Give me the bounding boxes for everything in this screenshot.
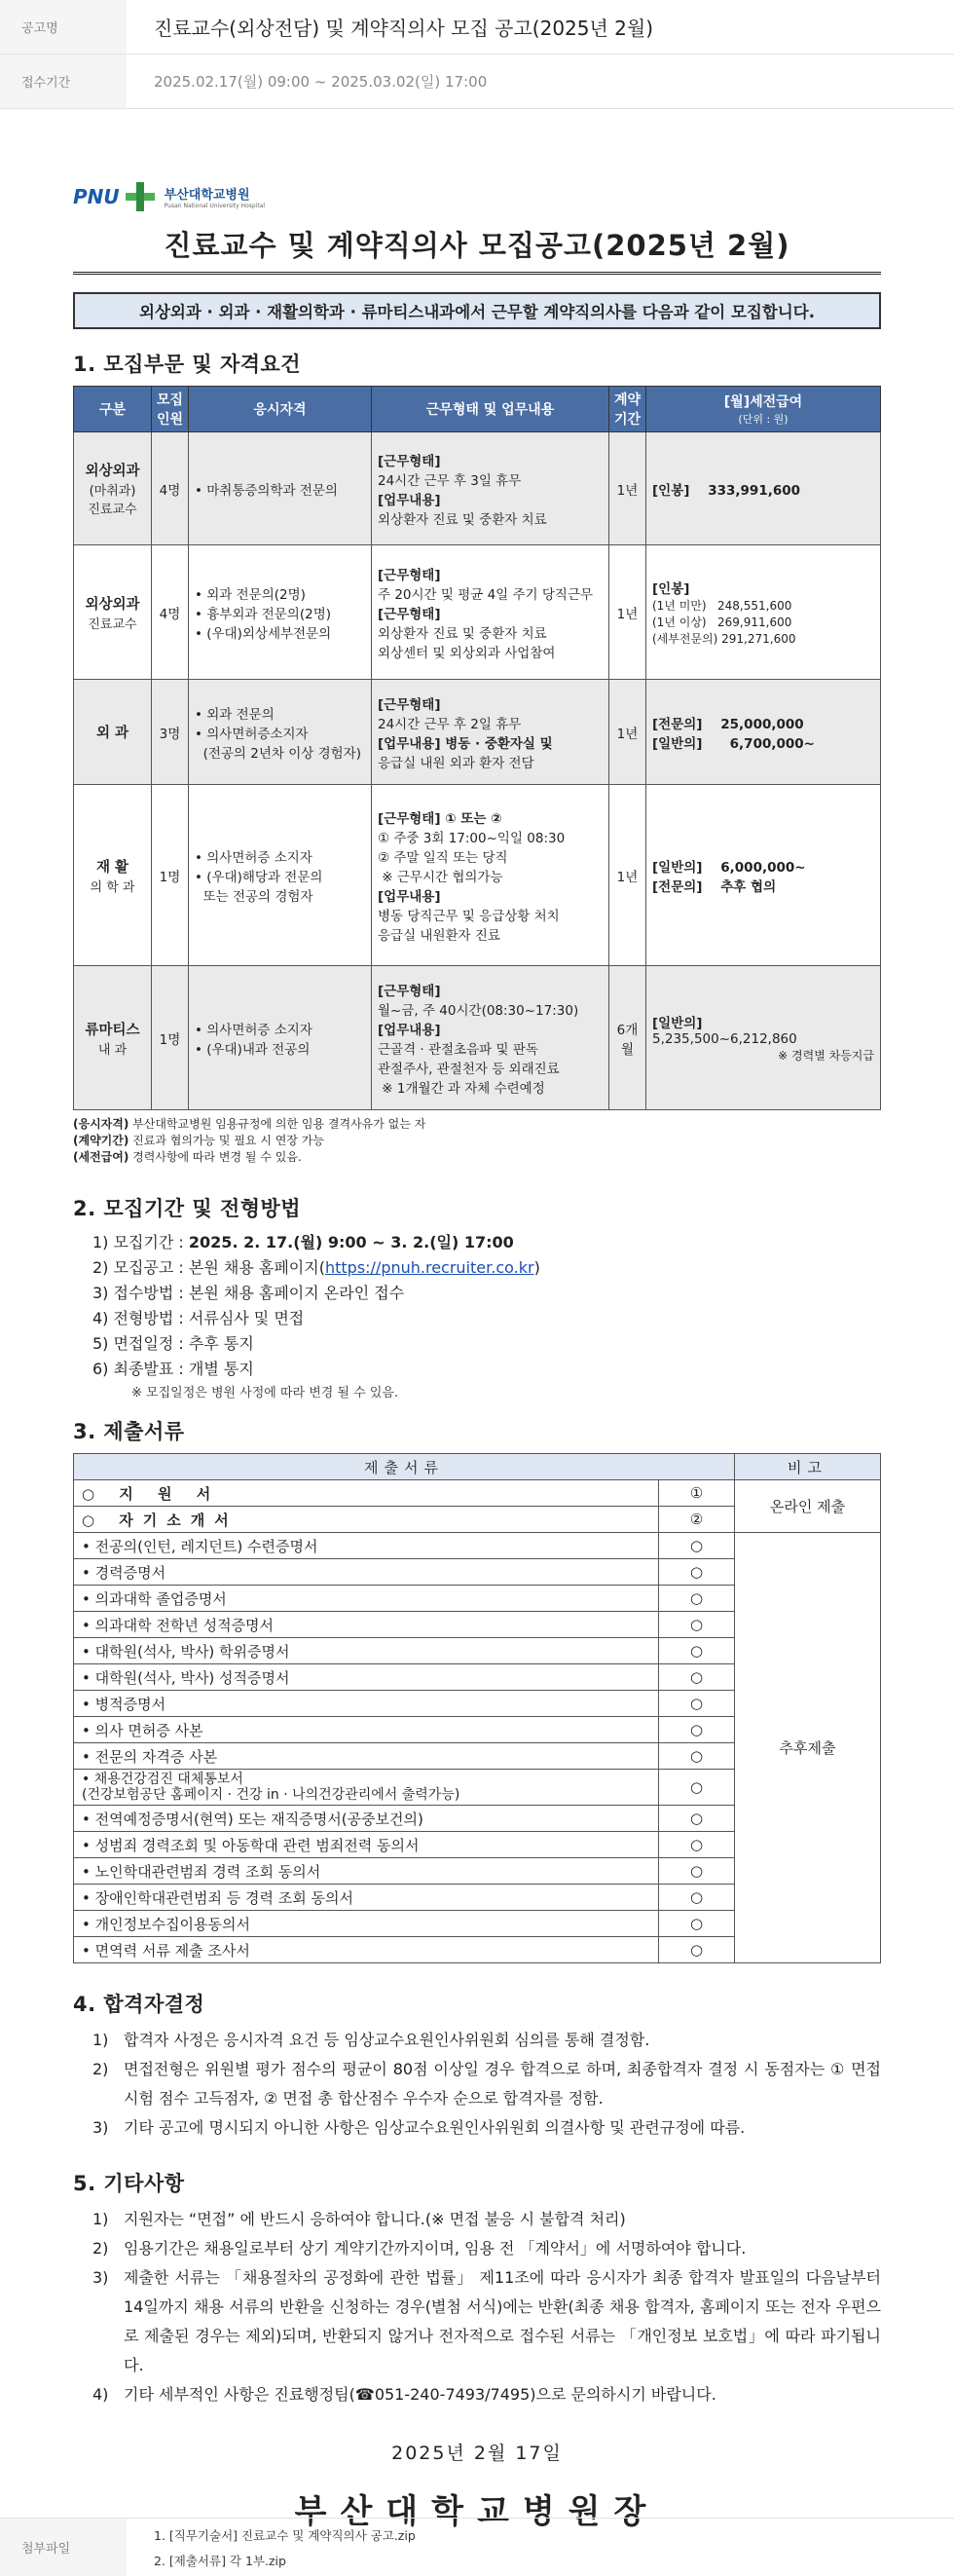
dept-sub: 진료교수	[88, 503, 137, 517]
attachment-list	[127, 2519, 416, 2576]
work-cell	[372, 785, 609, 966]
schedule-item	[92, 1306, 881, 1331]
term-cell: 1년	[609, 680, 646, 785]
document-sub: (건강보험공단 홈페이지 · 건강 in · 나의건강관리에서 출력가능)	[82, 1787, 460, 1803]
work-line: ② 주말 일직 또는 당직	[378, 849, 508, 866]
work-line: [근무형태]	[378, 567, 441, 583]
note-value: 부산대학교병원 임용규정에 의한 임용 결격사유가 없는 자	[128, 1117, 426, 1131]
salary-line: (세부전문의) 291,271,600	[652, 632, 796, 646]
qual-cell	[189, 432, 372, 545]
document-label: • 장애인학대관련범죄 등 경력 조회 동의서	[82, 1888, 354, 1907]
document-mark: ○	[659, 1743, 735, 1770]
hospital-logo	[73, 175, 881, 218]
note-key: (세전급여)	[73, 1150, 129, 1164]
document-mark: ○	[659, 1533, 735, 1559]
document-label: • 대학원(석사, 박사) 학위증명서	[82, 1642, 290, 1661]
document-label: • 전공의(인턴, 레지던트) 수련증명서	[82, 1537, 318, 1555]
section1-heading: 1. 모집부문 및 자격요건	[73, 353, 302, 376]
paragraph-num: 2)	[92, 2060, 109, 2078]
attachments-label: 첨부파일	[0, 2519, 127, 2576]
recruitment-row	[74, 966, 881, 1110]
document-name	[74, 1832, 659, 1858]
dept-name: 재 활	[95, 859, 129, 876]
work-line: 외상센터 및 외상외과 사업참여	[378, 645, 556, 661]
document-label: • 의과대학 졸업증명서	[82, 1589, 227, 1608]
col-qual: 응시자격	[189, 387, 372, 432]
document-mark: ○	[659, 1638, 735, 1664]
col-remark: 비고	[735, 1454, 881, 1480]
recruitment-table	[73, 386, 881, 1110]
notice-title-label: 공고명	[0, 0, 127, 54]
paragraph	[92, 2234, 881, 2263]
work-line: 24시간 근무 후 3일 휴무	[378, 472, 522, 489]
col-term: 계약기간	[609, 387, 646, 432]
document-name	[74, 1885, 659, 1911]
col-count: 모집인원	[152, 387, 189, 432]
qual-cell	[189, 966, 372, 1110]
salary-line: [일반의] 6,700,000~	[652, 735, 815, 752]
paragraph-text: 기타 공고에 명시되지 아니한 사항은 임상교수요원인사위원회 의결사항 및 관련규정에 따름.	[124, 2118, 746, 2137]
document-mark: ①	[659, 1480, 735, 1507]
dept-cell	[74, 966, 152, 1110]
paragraph	[92, 2026, 881, 2055]
notice-signature: 부산대학교병원장	[294, 2492, 660, 2531]
document-row	[74, 1480, 881, 1507]
paragraph	[92, 2205, 881, 2234]
note-key: (응시자격)	[73, 1117, 129, 1131]
qual-line: • 마취통증의학과 전문의	[195, 482, 338, 499]
salary-cell	[646, 680, 881, 785]
salary-line: 5,235,500~6,212,860	[652, 1031, 797, 1047]
work-line: ※ 1개월간 과 자체 수련예정	[378, 1080, 545, 1097]
paragraph-text: 지원자는 “면접” 에 반드시 응하여야 합니다.(※ 면접 불응 시 불합격 처리)	[124, 2210, 626, 2228]
logo-cross-icon	[126, 182, 155, 211]
work-line: 월~금, 주 40시간(08:30~17:30)	[378, 1002, 579, 1019]
document-label: • 의사 면허증 사본	[82, 1721, 203, 1739]
document-label: • 전문의 자격증 사본	[82, 1747, 218, 1766]
salary-cell	[646, 545, 881, 680]
salary-cell	[646, 966, 881, 1110]
dept-sub: (마취과)	[89, 484, 136, 499]
salary-cell	[646, 432, 881, 545]
work-line: [근무형태]	[378, 983, 441, 999]
salary-line: (1년 미만) 248,551,600	[652, 599, 792, 613]
recruitment-notes	[73, 1116, 881, 1166]
work-line: [근무형태] ① 또는 ②	[378, 810, 502, 827]
logo-name-en: Pusan National University Hospital	[164, 203, 266, 209]
schedule-item	[92, 1357, 881, 1382]
note-value: 진료과 협의가능 및 필요 시 연장 가능	[128, 1134, 324, 1147]
document-label: • 채용건강검진 대체통보서	[82, 1772, 243, 1787]
document-row	[74, 1533, 881, 1559]
section5-heading: 5. 기타사항	[73, 2172, 185, 2195]
document-mark: ○	[659, 1858, 735, 1885]
work-line: 병동 당직근무 및 응급상황 처치	[378, 908, 560, 924]
document-mark: ②	[659, 1507, 735, 1533]
logo-pnu-text: PNU	[73, 185, 120, 208]
work-line: 24시간 근무 후 2일 휴무	[378, 716, 522, 732]
other-paragraphs	[92, 2205, 881, 2409]
count-cell: 4명	[152, 545, 189, 680]
qual-line: • (우대)내과 전공의	[195, 1041, 311, 1058]
decision-paragraphs	[92, 2026, 881, 2143]
salary-line: (1년 이상) 269,911,600	[652, 616, 792, 629]
schedule-label: 모집공고 : 본원 채용 홈페이지(	[113, 1258, 325, 1277]
document-name	[74, 1770, 659, 1806]
count-cell: 1명	[152, 785, 189, 966]
qual-cell	[189, 545, 372, 680]
paragraph-num: 3)	[92, 2268, 109, 2287]
dept-cell	[74, 680, 152, 785]
work-cell	[372, 680, 609, 785]
qual-line: 또는 전공의 경험자	[195, 888, 313, 905]
paragraph-num: 1)	[92, 2210, 109, 2228]
salary-line: [일반의]	[652, 1016, 703, 1031]
schedule-item	[92, 1281, 881, 1306]
paragraph-text: 합격자 사정은 응시자격 요건 등 임상교수요원인사위원회 심의를 통해 결정함.	[124, 2031, 650, 2049]
dept-sub: 의 학 과	[90, 879, 135, 895]
paragraph-num: 3)	[92, 2118, 109, 2137]
dept-sub: 진료교수	[88, 616, 137, 632]
section4-heading: 4. 합격자결정	[73, 1993, 205, 2016]
document-mark: ○	[659, 1937, 735, 1963]
paragraph-num: 2)	[92, 2239, 109, 2258]
document-mark: ○	[659, 1806, 735, 1832]
section3-heading: 3. 제출서류	[73, 1420, 185, 1443]
count-cell: 4명	[152, 432, 189, 545]
document-label: • 성범죄 경력조회 및 아동학대 관련 범죄전력 동의서	[82, 1836, 420, 1854]
salary-line: [인봉] 333,991,600	[652, 482, 801, 499]
document-mark: ○	[659, 1559, 735, 1586]
recruit-site-link[interactable]: https://pnuh.recruiter.co.kr	[324, 1258, 534, 1277]
salary-unit: (단위 : 원)	[738, 413, 789, 426]
document-name	[74, 1937, 659, 1963]
term-cell: 6개월	[609, 966, 646, 1110]
schedule-num: 2)	[92, 1258, 114, 1277]
schedule-value: 2025. 2. 17.(월) 9:00 ~ 3. 2.(일) 17:00	[188, 1233, 514, 1251]
document-name	[74, 1911, 659, 1937]
col-dept: 구분	[74, 387, 152, 432]
section2-heading: 2. 모집기간 및 전형방법	[73, 1197, 302, 1220]
col-salary: [월]세전급여 (단위 : 원)	[646, 387, 881, 432]
notice-period: 2025.02.17(월) 09:00 ~ 2025.03.02(일) 17:00	[154, 73, 488, 91]
document-name	[74, 1743, 659, 1770]
notice-period-row	[0, 55, 954, 109]
document-mark: ○	[659, 1911, 735, 1937]
qual-line: • 의사면허증 소지자	[195, 849, 312, 866]
dept-name: 외 과	[95, 726, 129, 741]
document-label: • 노인학대관련범죄 경력 조회 동의서	[82, 1862, 321, 1881]
schedule-label: 접수방법 : 본원 채용 홈페이지 온라인 접수	[113, 1284, 405, 1302]
logo-name-ko: 부산대학교병원	[164, 188, 250, 203]
work-line: 주 20시간 및 평균 4일 주기 당직근무	[378, 586, 594, 603]
note-value: 경력사항에 따라 변경 될 수 있음.	[128, 1150, 302, 1164]
recruitment-row	[74, 785, 881, 966]
notice-period-label: 접수기간	[0, 55, 127, 108]
work-line: [업무내용] 병동 · 중환자실 및	[378, 735, 553, 752]
document-name: ○ 자기소개서	[74, 1507, 659, 1533]
paragraph-text: 면접전형은 위원별 평가 점수의 평균이 80점 이상일 경우 합격으로 하며, 최종합격자 결정 시 동점자는 ① 면접시험 점수 고득점자, ② 면접 총 합산점수 우수자 순으로 합격자를 정함.	[124, 2060, 881, 2108]
paragraph	[92, 2263, 881, 2380]
note-line	[73, 1133, 881, 1149]
schedule-num: 5)	[92, 1334, 114, 1353]
recruitment-row	[74, 680, 881, 785]
term-cell: 1년	[609, 432, 646, 545]
paragraph-text: 기타 세부적인 사항은 진료행정팀(☎051-240-7493/7495)으로 문의하시기 바랍니다.	[124, 2385, 716, 2404]
dept-name: 외상외과	[85, 464, 140, 479]
work-line: 외상환자 진료 및 중환자 치료	[378, 511, 547, 528]
document-mark: ○	[659, 1885, 735, 1911]
work-line: ※ 근무시간 협의가능	[378, 869, 503, 885]
qual-line: • 의사면허증소지자	[195, 726, 309, 742]
dept-cell	[74, 785, 152, 966]
schedule-label: 모집기간 :	[113, 1233, 189, 1251]
count-cell: 3명	[152, 680, 189, 785]
qual-line: • (우대)해당과 전문의	[195, 869, 323, 885]
col-documents: 제출서류	[74, 1454, 735, 1480]
paragraph	[92, 2113, 881, 2143]
document-mark: ○	[659, 1691, 735, 1717]
schedule-item	[92, 1331, 881, 1357]
salary-cell	[646, 785, 881, 966]
salary-line: ※ 경력별 차등지급	[778, 1049, 874, 1063]
document-name	[74, 1664, 659, 1691]
document-label: • 의과대학 전학년 성적증명서	[82, 1616, 275, 1634]
notice-document	[73, 175, 881, 2532]
document-title: 진료교수 및 계약직의사 모집공고(2025년 2월)	[73, 224, 881, 275]
document-label: • 개인정보수집이용동의서	[82, 1915, 251, 1933]
term-cell: 1년	[609, 545, 646, 680]
document-name	[74, 1586, 659, 1612]
document-mark: ○	[659, 1664, 735, 1691]
qual-cell	[189, 785, 372, 966]
recruitment-row	[74, 545, 881, 680]
document-mark: ○	[659, 1717, 735, 1743]
dept-cell	[74, 545, 152, 680]
work-cell	[372, 545, 609, 680]
document-name	[74, 1559, 659, 1586]
notice-title-row	[0, 0, 954, 55]
document-name	[74, 1806, 659, 1832]
work-line: [근무형태]	[378, 453, 441, 469]
paragraph-num: 1)	[92, 2031, 109, 2049]
salary-line: [인봉]	[652, 581, 690, 597]
work-line: 관절주사, 관절천자 등 외래진료	[378, 1061, 560, 1077]
schedule-label: 최종발표 : 개별 통지	[113, 1360, 254, 1378]
work-line: 응급실 내원 외과 환자 전담	[378, 755, 534, 771]
paragraph-num: 4)	[92, 2385, 109, 2404]
dept-name: 외상외과	[85, 596, 140, 613]
work-line: [근무형태]	[378, 606, 441, 622]
notice-date: 2025년 2월 17일	[391, 2443, 563, 2464]
schedule-note: ※ 모집일정은 병원 사정에 따라 변경 될 수 있음.	[131, 1386, 399, 1400]
schedule-item	[92, 1255, 881, 1281]
dept-sub: 내 과	[97, 1042, 128, 1058]
term-cell: 1년	[609, 785, 646, 966]
work-cell	[372, 432, 609, 545]
schedule-num: 1)	[92, 1233, 114, 1251]
schedule-label: 전형방법 : 서류심사 및 면접	[113, 1309, 305, 1327]
schedule-item	[92, 1230, 881, 1255]
work-line: 응급실 내원환자 진료	[378, 927, 500, 944]
work-line: ① 주중 3회 17:00~익일 08:30	[378, 830, 566, 846]
count-cell: 1명	[152, 966, 189, 1110]
documents-table	[73, 1453, 881, 1963]
document-label: • 병적증명서	[82, 1695, 166, 1713]
qual-line: • 외과 전문의(2명)	[195, 586, 306, 603]
dept-name: 류마티스	[85, 1022, 140, 1038]
paragraph	[92, 2055, 881, 2113]
work-line: 근골격 · 관절초음파 및 판독	[378, 1041, 538, 1058]
qual-cell	[189, 680, 372, 785]
schedule-num: 3)	[92, 1284, 114, 1302]
work-line: 외상환자 진료 및 중환자 치료	[378, 625, 547, 642]
paragraph	[92, 2380, 881, 2409]
work-line: [업무내용]	[378, 888, 441, 905]
note-line	[73, 1116, 881, 1133]
attachments-row	[0, 2518, 954, 2576]
document-name	[74, 1612, 659, 1638]
work-line: [업무내용]	[378, 492, 441, 508]
qual-line: (전공의 2년차 이상 경험자)	[195, 745, 361, 762]
document-mark: ○	[659, 1770, 735, 1806]
document-name	[74, 1717, 659, 1743]
note-line	[73, 1149, 881, 1166]
document-label: • 면역력 서류 제출 조사서	[82, 1941, 250, 1960]
attachment-file-link[interactable]: 1. [직무기술서] 진료교수 및 계약직의사 공고.zip	[154, 2527, 416, 2543]
online-remark: 온라인 제출	[735, 1480, 881, 1533]
paragraph-text: 제출한 서류는 「채용절차의 공정화에 관한 법률」 제11조에 따라 응시자가 최종 합격자 발표일의 다음날부터 14일까지 채용 서류의 반환을 신청하는 경우(별첨 서식)에는 반환(최종 채용 합격자, 홈페이지 또는 전자 우편으로 제출된 경우는 제외)되며, 반환되지 않거나 전자적으로 접수된 서류는 「개인정보 보호법」에 따라 파기됩니다.	[124, 2268, 881, 2374]
salary-line: [전문의] 추후 협의	[652, 878, 777, 895]
paragraph-text: 임용기간은 채용일로부터 상기 계약기간까지이며, 임용 전 「계약서」에 서명하여야 합니다.	[124, 2239, 747, 2258]
document-name	[74, 1858, 659, 1885]
col-work: 근무형태 및 업무내용	[372, 387, 609, 432]
document-label: • 대학원(석사, 박사) 성적증명서	[82, 1668, 290, 1687]
document-mark: ○	[659, 1586, 735, 1612]
schedule-list	[92, 1230, 881, 1382]
salary-line: [전문의] 25,000,000	[652, 716, 804, 732]
schedule-tail: )	[533, 1258, 540, 1277]
recruitment-row	[74, 432, 881, 545]
document-intro: 외상외과 · 외과 · 재활의학과 · 류마티스내과에서 근무할 계약직의사를 다음과 같이 모집합니다.	[73, 292, 881, 329]
document-name	[74, 1638, 659, 1664]
notice-title: 진료교수(외상전담) 및 계약직의사 모집 공고(2025년 2월)	[154, 17, 654, 40]
dept-cell	[74, 432, 152, 545]
salary-line: [일반의] 6,000,000~	[652, 859, 806, 876]
qual-line: • 외과 전문의	[195, 706, 275, 723]
work-line: [근무형태]	[378, 696, 441, 713]
document-mark: ○	[659, 1612, 735, 1638]
qual-line: • 의사면허증 소지자	[195, 1022, 312, 1038]
document-label: • 전역예정증명서(현역) 또는 재직증명서(공중보건의)	[82, 1810, 423, 1828]
qual-line: • 흉부외과 전문의(2명)	[195, 606, 331, 622]
document-label: • 경력증명서	[82, 1563, 166, 1582]
document-name	[74, 1691, 659, 1717]
document-name: ○ 지 원 서	[74, 1480, 659, 1507]
schedule-num: 6)	[92, 1360, 114, 1378]
note-key: (계약기간)	[73, 1134, 129, 1147]
work-cell	[372, 966, 609, 1110]
document-name	[74, 1533, 659, 1559]
document-mark: ○	[659, 1832, 735, 1858]
qual-line: • (우대)외상세부전문의	[195, 625, 332, 642]
schedule-label: 면접일정 : 추후 통지	[113, 1334, 254, 1353]
schedule-num: 4)	[92, 1309, 114, 1327]
work-line: [업무내용]	[378, 1022, 441, 1038]
later-remark: 추후제출	[735, 1533, 881, 1963]
attachment-file-link[interactable]: 2. [제출서류] 각 1부.zip	[154, 2553, 286, 2568]
